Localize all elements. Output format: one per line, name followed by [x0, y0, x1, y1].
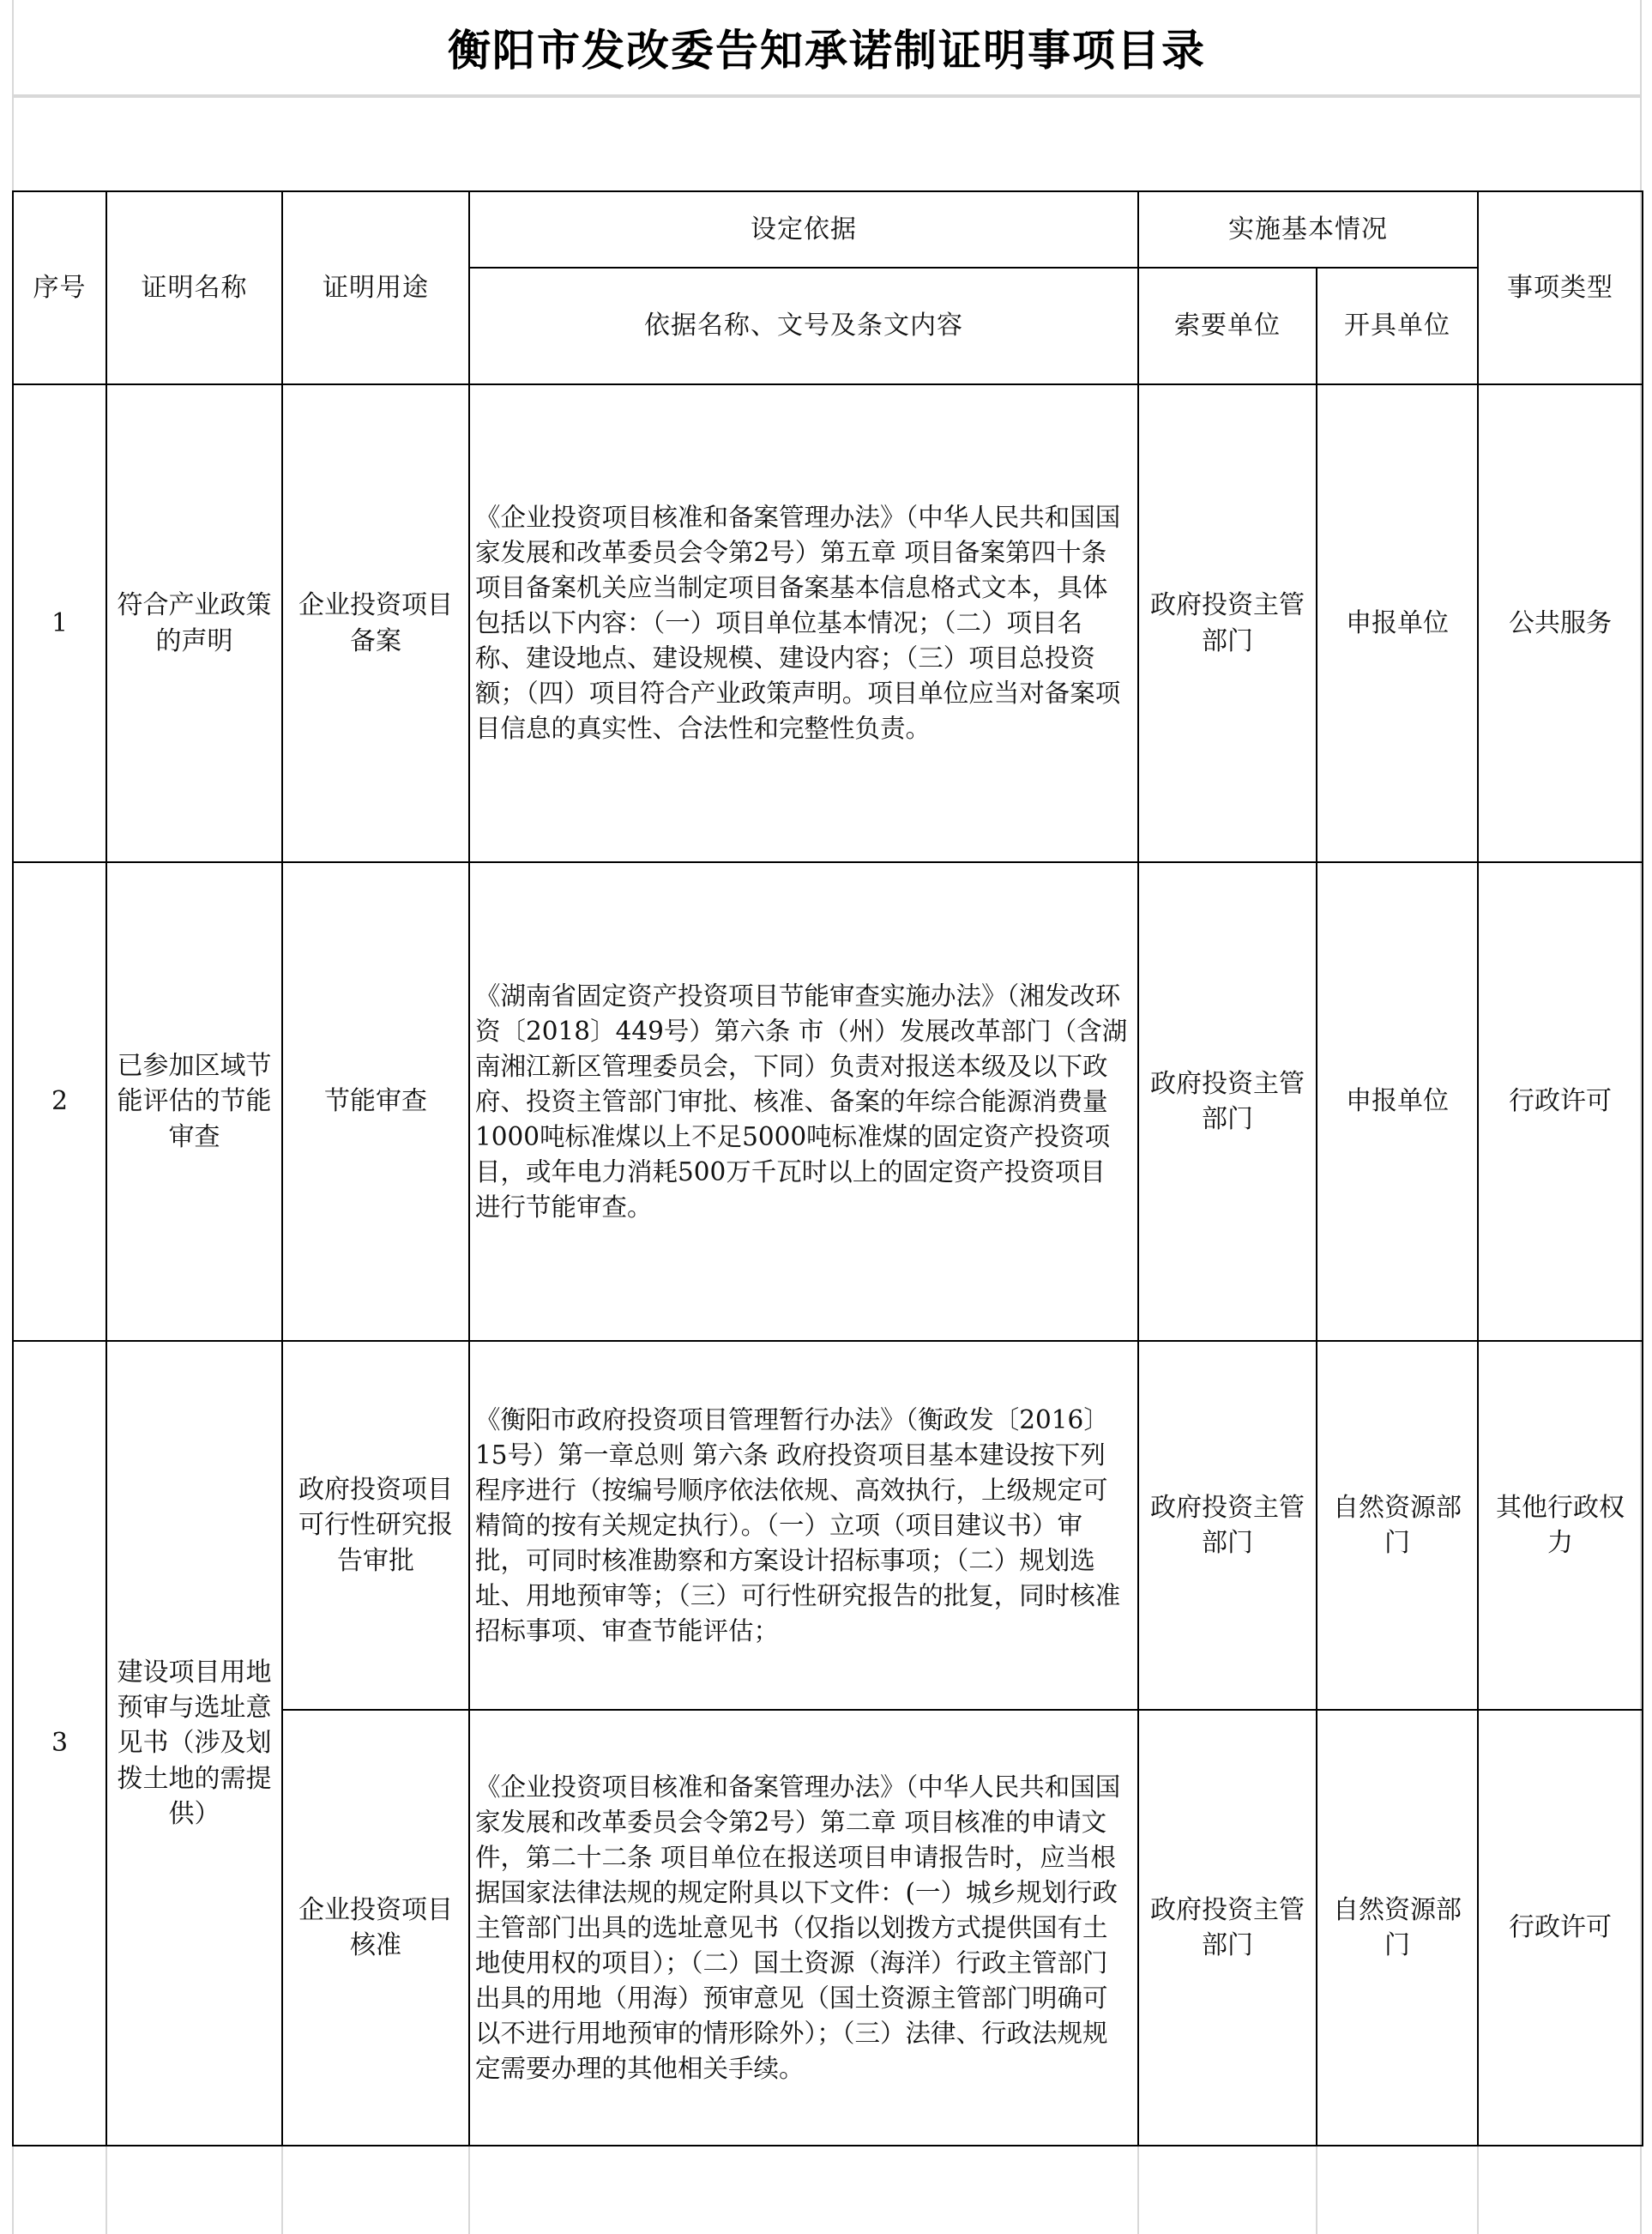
- row-cert-use: 政府投资项目可行性研究报告审批: [282, 1341, 469, 1710]
- row-issuing-unit: 申报单位: [1317, 384, 1478, 862]
- row-seq: 2: [13, 862, 106, 1341]
- row-requesting-unit: 政府投资主管部门: [1138, 862, 1317, 1341]
- table-row: [13, 862, 1643, 1341]
- row-basis: 《企业投资项目核准和备案管理办法》（中华人民共和国国家发展和改革委员会令第2号）第二章 项目核准的申请文件，第二十二条 项目单位在报送项目申请报告时，应当根据国家法律法规的规定附具以下文件：(一）城乡规划行政主管部门出具的选址意见书（仅指以划拨方式提供国有土地使用权的项目）；（二）国土资源（海洋）行政主管部门出具的用地（用海）预审意见（国土资源主管部门明确可以不进行用地预审的情形除外）；（三）法律、行政法规规定需要办理的其他相关手续。: [469, 1710, 1138, 2146]
- header-cert-name: 证明名称: [106, 191, 282, 384]
- title-band: [12, 0, 1642, 96]
- row-basis: 《衡阳市政府投资项目管理暂行办法》（衡政发〔2016〕15号）第一章总则 第六条 政府投资项目基本建设按下列程序进行（按编号顺序依法依规、高效执行，上级规定可精简的按有关规定执行）。（一）立项（项目建议书）审批，可同时核准勘察和方案设计招标事项；（二）规划选址、用地预审等；（三）可行性研究报告的批复，同时核准招标事项、审查节能评估；: [469, 1341, 1138, 1710]
- row-cert-name: 建设项目用地预审与选址意见书（涉及划拨土地的需提供）: [106, 1341, 282, 2146]
- row-issuing-unit: 申报单位: [1317, 862, 1478, 1341]
- row-requesting-unit: 政府投资主管部门: [1138, 1710, 1317, 2146]
- row-seq: 1: [13, 384, 106, 862]
- header-seq: 序号: [13, 191, 106, 384]
- row-cert-use: 节能审查: [282, 862, 469, 1341]
- table-row: [13, 384, 1643, 862]
- bg-grid-line: [12, 96, 1642, 98]
- row-cert-use: 企业投资项目核准: [282, 1710, 469, 2146]
- header-requesting-unit: 索要单位: [1138, 268, 1317, 384]
- row-cert-use: 企业投资项目备案: [282, 384, 469, 862]
- header-issuing-unit: 开具单位: [1317, 268, 1478, 384]
- row-cert-name: 已参加区域节能评估的节能审查: [106, 862, 282, 1341]
- row-issuing-unit: 自然资源部门: [1317, 1341, 1478, 1710]
- row-item-type: 其他行政权力: [1478, 1341, 1643, 1710]
- row-item-type: 行政许可: [1478, 1710, 1643, 2146]
- row-requesting-unit: 政府投资主管部门: [1138, 384, 1317, 862]
- row-basis: 《企业投资项目核准和备案管理办法》（中华人民共和国国家发展和改革委员会令第2号）第五章 项目备案第四十条 项目备案机关应当制定项目备案基本信息格式文本，具体包括以下内容：（一）项目单位基本情况；（二）项目名称、建设地点、建设规模、建设内容；（三）项目总投资额；（四）项目符合产业政策声明。项目单位应当对备案项目信息的真实性、合法性和完整性负责。: [469, 384, 1138, 862]
- row-item-type: 行政许可: [1478, 862, 1643, 1341]
- header-item-type: 事项类型: [1478, 191, 1643, 384]
- row-item-type: 公共服务: [1478, 384, 1643, 862]
- row-cert-name: 符合产业政策的声明: [106, 384, 282, 862]
- header-impl-group: 实施基本情况: [1138, 191, 1478, 268]
- page-title: 衡阳市发改委告知承诺制证明事项目录: [448, 25, 1206, 75]
- header-cert-use: 证明用途: [282, 191, 469, 384]
- table-row: [13, 1341, 1643, 1710]
- catalog-table: [12, 190, 1643, 2146]
- header-basis-group: 设定依据: [469, 191, 1138, 268]
- header-row-1: [13, 191, 1643, 268]
- row-seq: 3: [13, 1341, 106, 2146]
- row-requesting-unit: 政府投资主管部门: [1138, 1341, 1317, 1710]
- row-issuing-unit: 自然资源部门: [1317, 1710, 1478, 2146]
- row-basis: 《湖南省固定资产投资项目节能审查实施办法》（湘发改环资〔2018〕449号）第六条 市（州）发展改革部门（含湖南湘江新区管理委员会，下同）负责对报送本级及以下政府、投资主管部门审批、核准、备案的年综合能源消费量1000吨标准煤以上不足5000吨标准煤的固定资产投资项目，或年电力消耗500万千瓦时以上的固定资产投资项目进行节能审查。: [469, 862, 1138, 1341]
- header-basis-sub: 依据名称、文号及条文内容: [469, 268, 1138, 384]
